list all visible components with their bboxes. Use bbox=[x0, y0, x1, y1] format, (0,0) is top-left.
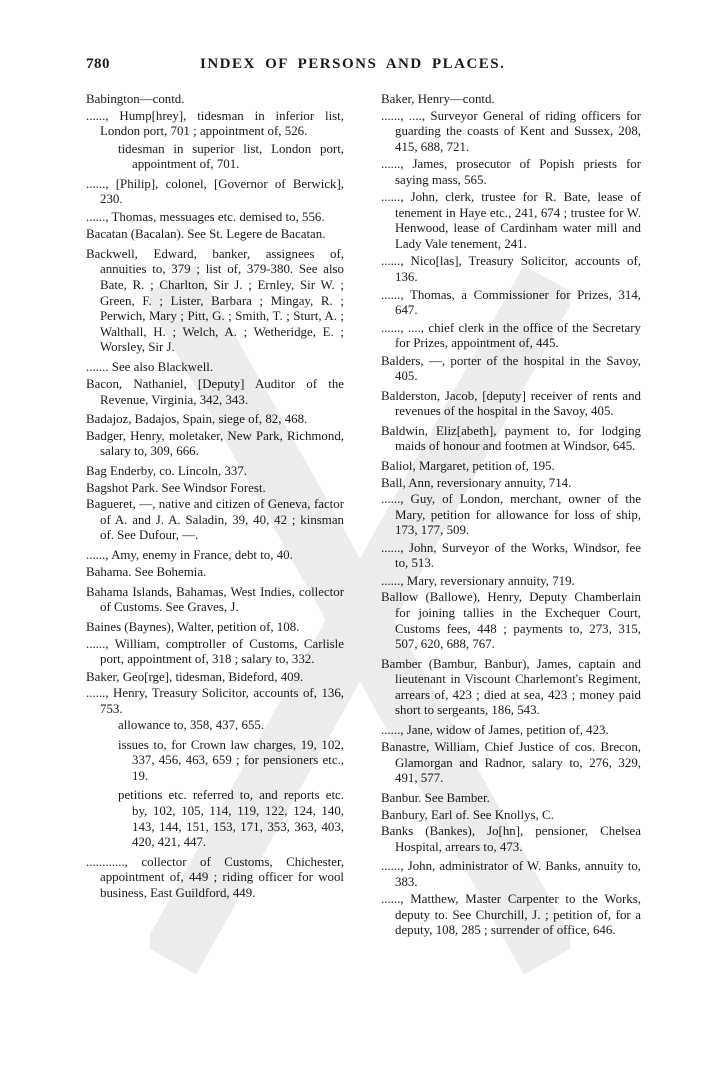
index-entry: Banbur. See Bamber. bbox=[381, 790, 490, 805]
index-entry: Baines (Baynes), Walter, petition of, 108. bbox=[86, 619, 300, 634]
index-entry: ......, Matthew, Master Carpenter to the Works, deputy to. See Churchill, J. ; petition of, for a deputy, 108, 285 ; surrender of office, 646. bbox=[381, 892, 641, 938]
continued-heading: Baker, Henry—contd. bbox=[381, 92, 495, 106]
index-entry: ......, John, Surveyor of the Works, Windsor, fee to, 513. bbox=[381, 540, 641, 571]
index-entry: Bacatan (Bacalan). See St. Legere de Bacatan. bbox=[86, 227, 326, 242]
index-entry: ......, Thomas, messuages etc. demised to, 556. bbox=[86, 209, 325, 224]
right-column bbox=[381, 92, 641, 941]
index-entry: allowance to, 358, 437, 655. bbox=[118, 718, 265, 733]
index-entry: ......, ...., chief clerk in the office of the Secretary for Prizes, appointment of, 445. bbox=[381, 320, 641, 351]
index-entry: ......, ...., Surveyor General of riding officers for guarding the coasts of Kent and Sussex, 208, 415, 688, 721. bbox=[381, 108, 641, 154]
index-entry: ............, collector of Customs, Chichester, appointment of, 449 ; riding officer for wool business, East Guildford, 449. bbox=[86, 854, 344, 900]
index-entry: Baliol, Margaret, petition of, 195. bbox=[381, 459, 555, 474]
index-entry: tidesman in superior list, London port, appointment of, 701. bbox=[118, 141, 344, 172]
index-entry: ......, Hump[hrey], tidesman in inferior list, London port, 701 ; appointment of, 526. bbox=[86, 108, 344, 139]
index-entry: ......, James, prosecutor of Popish priests for saying mass, 565. bbox=[381, 157, 641, 187]
index-entry: petitions etc. referred to, and reports etc. by, 102, 105, 114, 119, 122, 124, 140, 143, 144, 151, 153, 171, 353, 363, 403, 420, 421, 447. bbox=[118, 788, 344, 850]
index-entry: ......, John, administrator of W. Banks, annuity to, 383. bbox=[381, 859, 641, 889]
index-entry: ......, John, clerk, trustee for R. Bate, lease of tenement in Haye etc., 241, 674 ; trustee for W. Henwood, lease of Cardinham water mill and Lady Vale tenement, 241. bbox=[381, 190, 641, 251]
index-entry: ......, Guy, of London, merchant, owner of the Mary, petition for allowance for loss of ship, 173, 177, 509. bbox=[381, 492, 641, 538]
index-entry: Ballow (Ballowe), Henry, Deputy Chamberlain for joining tallies in the Exchequer Court, Customs fees, 448 ; payments to, 273, 315, 507, 620, 688, 767. bbox=[381, 590, 641, 652]
index-entry: Baker, Geo[rge], tidesman, Bideford, 409. bbox=[86, 669, 304, 684]
continued-heading: Babington—contd. bbox=[86, 92, 185, 106]
index-entry: Bamber (Bambur, Banbur), James, captain and lieutenant in Viscount Charlemont's Regiment, arrears of, 423 ; died at sea, 423 ; money paid short to sergeants, 186, 543. bbox=[381, 656, 641, 718]
index-entry: Badajoz, Badajos, Spain, siege of, 82, 468. bbox=[86, 412, 308, 427]
index-entry: Balders, —, porter of the hospital in the Savoy, 405. bbox=[381, 353, 641, 384]
left-column bbox=[86, 92, 344, 903]
index-entry: ......, Mary, reversionary annuity, 719. bbox=[381, 573, 575, 588]
index-entry: Ball, Ann, reversionary annuity, 714. bbox=[381, 475, 572, 490]
index-entry: Balderston, Jacob, [deputy] receiver of rents and revenues of the hospital in the Savoy, 405. bbox=[381, 388, 641, 419]
index-entry: Bacon, Nathaniel, [Deputy] Auditor of the Revenue, Virginia, 342, 343. bbox=[86, 377, 344, 407]
index-entry: Bagshot Park. See Windsor Forest. bbox=[86, 480, 266, 495]
index-entry: Banastre, William, Chief Justice of cos. Brecon, Glamorgan and Radnor, salary to, 276, 329, 491, 577. bbox=[381, 740, 641, 786]
page-number: 780 bbox=[86, 56, 110, 72]
index-entry: Badger, Henry, moletaker, New Park, Richmond, salary to, 309, 666. bbox=[86, 428, 344, 459]
index-entry: Banbury, Earl of. See Knollys, C. bbox=[381, 807, 554, 822]
index-entry: Backwell, Edward, banker, assignees of, annuities to, 379 ; list of, 379-380. See also Bate, R. ; Charlton, Sir J. ; Ernley, Sir W. ; Green, F. ; Lister, Barbara ; Mingay, R. ; Perwich, Mary ; Pitt, G. ; Smith, T. ; Sturt, A. ; Walthall, H. ; Welch, A. ; Wetheridge, E. ; Worsley, Sir J. bbox=[86, 246, 344, 355]
index-entry: ......, Henry, Treasury Solicitor, accounts of, 136, 753. bbox=[86, 686, 344, 716]
index-entry: ......, William, comptroller of Customs, Carlisle port, appointment of, 318 ; salary to, 332. bbox=[86, 636, 344, 667]
running-head: INDEX OF PERSONS AND PLACES. bbox=[200, 56, 506, 72]
index-entry: Bahama. See Bohemia. bbox=[86, 565, 207, 580]
index-entry: Bagueret, —, native and citizen of Geneva, factor of A. and J. A. Saladin, 39, 40, 42 ; kinsman of. See Dufour, —. bbox=[86, 497, 344, 543]
index-entry: Baldwin, Eliz[abeth], payment to, for lodging maids of honour and footmen at Windsor, 645. bbox=[381, 423, 641, 454]
index-entry: Bahama Islands, Bahamas, West Indies, collector of Customs. See Graves, J. bbox=[86, 584, 344, 615]
index-entry: ......, Amy, enemy in France, debt to, 40. bbox=[86, 547, 293, 562]
index-entry: ......, Thomas, a Commissioner for Prizes, 314, 647. bbox=[381, 287, 641, 318]
index-entry: ......, [Philip], colonel, [Governor of Berwick], 230. bbox=[86, 176, 344, 207]
index-entry: Bag Enderby, co. Lincoln, 337. bbox=[86, 464, 247, 479]
index-entry: issues to, for Crown law charges, 19, 102, 337, 456, 463, 659 ; for pensioners etc., 19. bbox=[118, 737, 344, 783]
index-entry: ....... See also Blackwell. bbox=[86, 359, 214, 374]
index-entry: ......, Jane, widow of James, petition of, 423. bbox=[381, 722, 609, 737]
index-entry: ......, Nico[las], Treasury Solicitor, accounts of, 136. bbox=[381, 254, 641, 285]
index-entry: Banks (Bankes), Jo[hn], pensioner, Chelsea Hospital, arrears to, 473. bbox=[381, 824, 641, 854]
